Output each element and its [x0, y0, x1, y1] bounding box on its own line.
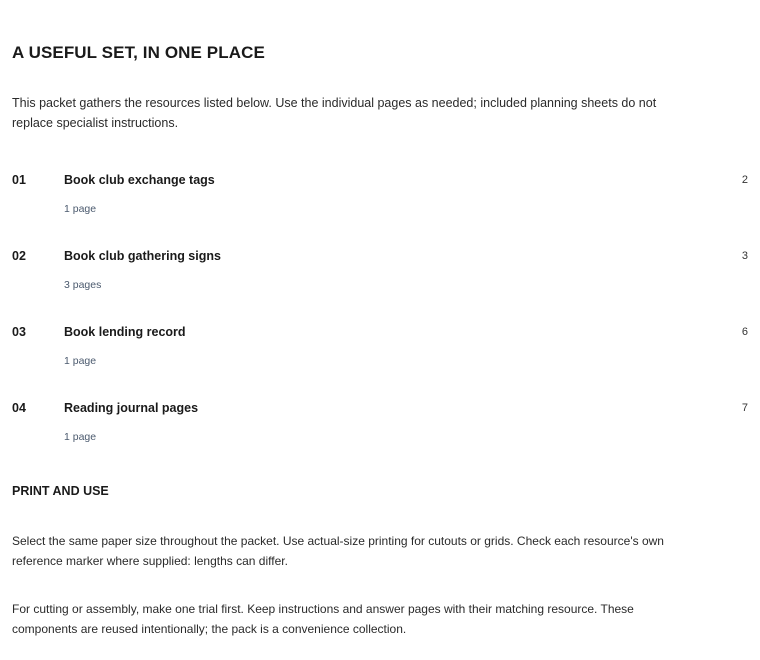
item-page-number: 2 — [741, 174, 748, 186]
contents-item — [12, 246, 748, 322]
contents-item — [12, 170, 748, 246]
item-title: Book club exchange tags — [64, 173, 215, 187]
item-page-count: 3 pages — [64, 279, 102, 291]
item-number: 04 — [12, 401, 26, 415]
intro-paragraph: This packet gathers the resources listed below. Use the individual pages as needed; included planning sheets do not replace specialist instructions. — [12, 96, 657, 130]
page-title: A USEFUL SET, IN ONE PLACE — [12, 43, 265, 62]
print-paragraph-paper: Select the same paper size throughout the packet. Use actual-size printing for cutouts or grids. Check each resource's own reference marker where supplied: lengths can differ. — [12, 534, 664, 568]
contents-item — [12, 322, 748, 398]
print-paragraph-assembly: For cutting or assembly, make one trial first. Keep instructions and answer pages with their matching resource. These components are reused intentionally; the pack is a convenience collection. — [12, 602, 634, 636]
item-page-count: 1 page — [64, 431, 97, 443]
item-page-number: 7 — [741, 402, 748, 414]
item-title: Book lending record — [64, 325, 186, 339]
item-page-number: 6 — [741, 326, 748, 338]
item-number: 02 — [12, 249, 26, 263]
contents-list — [12, 170, 748, 474]
item-page-count: 1 page — [64, 203, 97, 215]
contents-item — [12, 398, 748, 474]
item-number: 03 — [12, 325, 26, 339]
item-page-number: 3 — [741, 250, 748, 262]
item-number: 01 — [12, 173, 26, 187]
item-title: Book club gathering signs — [64, 249, 221, 263]
print-section-heading: PRINT AND USE — [12, 484, 109, 498]
item-page-count: 1 page — [64, 355, 97, 367]
item-title: Reading journal pages — [64, 401, 199, 415]
